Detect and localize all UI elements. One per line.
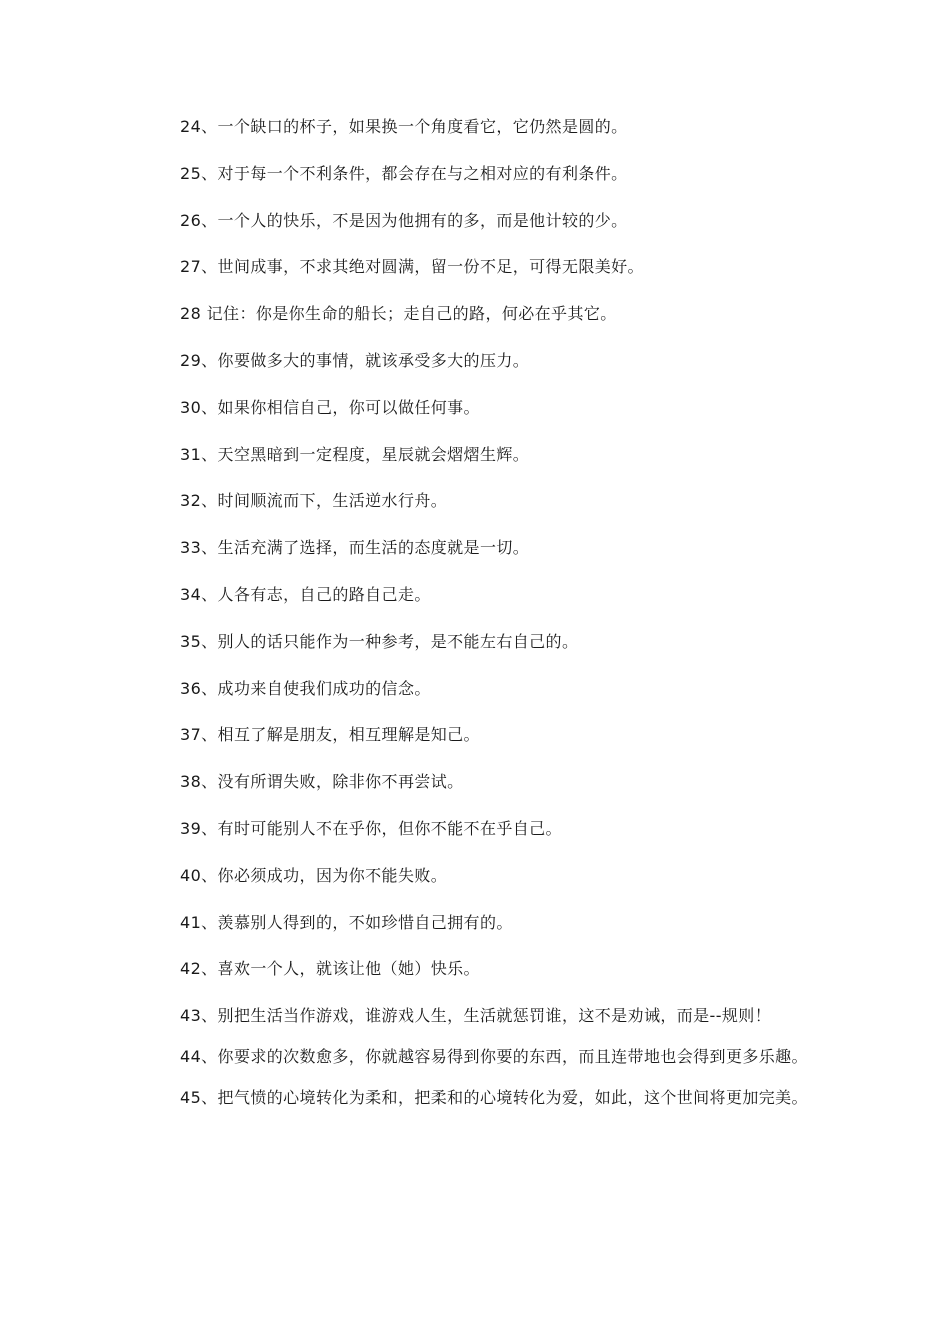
quote-line-34: 34、人各有志，自己的路自己走。 (180, 584, 431, 604)
quote-line-33: 33、生活充满了选择，而生活的态度就是一切。 (180, 538, 530, 558)
quote-line-31: 31、天空黑暗到一定程度，星辰就会熠熠生辉。 (180, 444, 530, 464)
quote-line-30: 30、如果你相信自己，你可以做任何事。 (180, 397, 480, 417)
quote-line-43: 43、别把生活当作游戏，谁游戏人生，生活就惩罚谁，这不是劝诫，而是--规则！ (180, 1006, 772, 1026)
quote-line-36: 36、成功来自使我们成功的信念。 (180, 678, 431, 698)
quote-line-32: 32、时间顺流而下，生活逆水行舟。 (180, 491, 448, 511)
quote-line-38: 38、没有所谓失败，除非你不再尝试。 (180, 772, 464, 792)
quote-line-28: 28 记住：你是你生命的船长；走自己的路，何必在乎其它。 (180, 304, 617, 324)
quote-line-42: 42、喜欢一个人，就该让他（她）快乐。 (180, 959, 480, 979)
quote-line-45: 45、把气愤的心境转化为柔和，把柔和的心境转化为爱，如此，这个世间将更加完美。 (180, 1088, 808, 1108)
quote-line-24: 24、一个缺口的杯子，如果换一个角度看它，它仍然是圆的。 (180, 117, 628, 136)
quote-line-41: 41、羡慕别人得到的，不如珍惜自己拥有的。 (180, 912, 513, 932)
quote-line-29: 29、你要做多大的事情，就该承受多大的压力。 (180, 350, 530, 370)
quote-line-37: 37、相互了解是朋友，相互理解是知己。 (180, 725, 480, 745)
quote-line-27: 27、世间成事，不求其绝对圆满，留一份不足，可得无限美好。 (180, 257, 644, 277)
quote-line-39: 39、有时可能别人不在乎你，但你不能不在乎自己。 (180, 818, 562, 838)
quote-line-25: 25、对于每一个不利条件，都会存在与之相对应的有利条件。 (180, 163, 628, 183)
quote-line-35: 35、别人的话只能作为一种参考，是不能左右自己的。 (180, 631, 579, 651)
quote-line-40: 40、你必须成功，因为你不能失败。 (180, 865, 448, 885)
quote-line-44: 44、你要求的次数愈多，你就越容易得到你要的东西，而且连带地也会得到更多乐趣。 (180, 1047, 808, 1067)
quote-list (142, 112, 810, 1124)
quote-line-26: 26、一个人的快乐，不是因为他拥有的多，而是他计较的少。 (180, 210, 628, 230)
